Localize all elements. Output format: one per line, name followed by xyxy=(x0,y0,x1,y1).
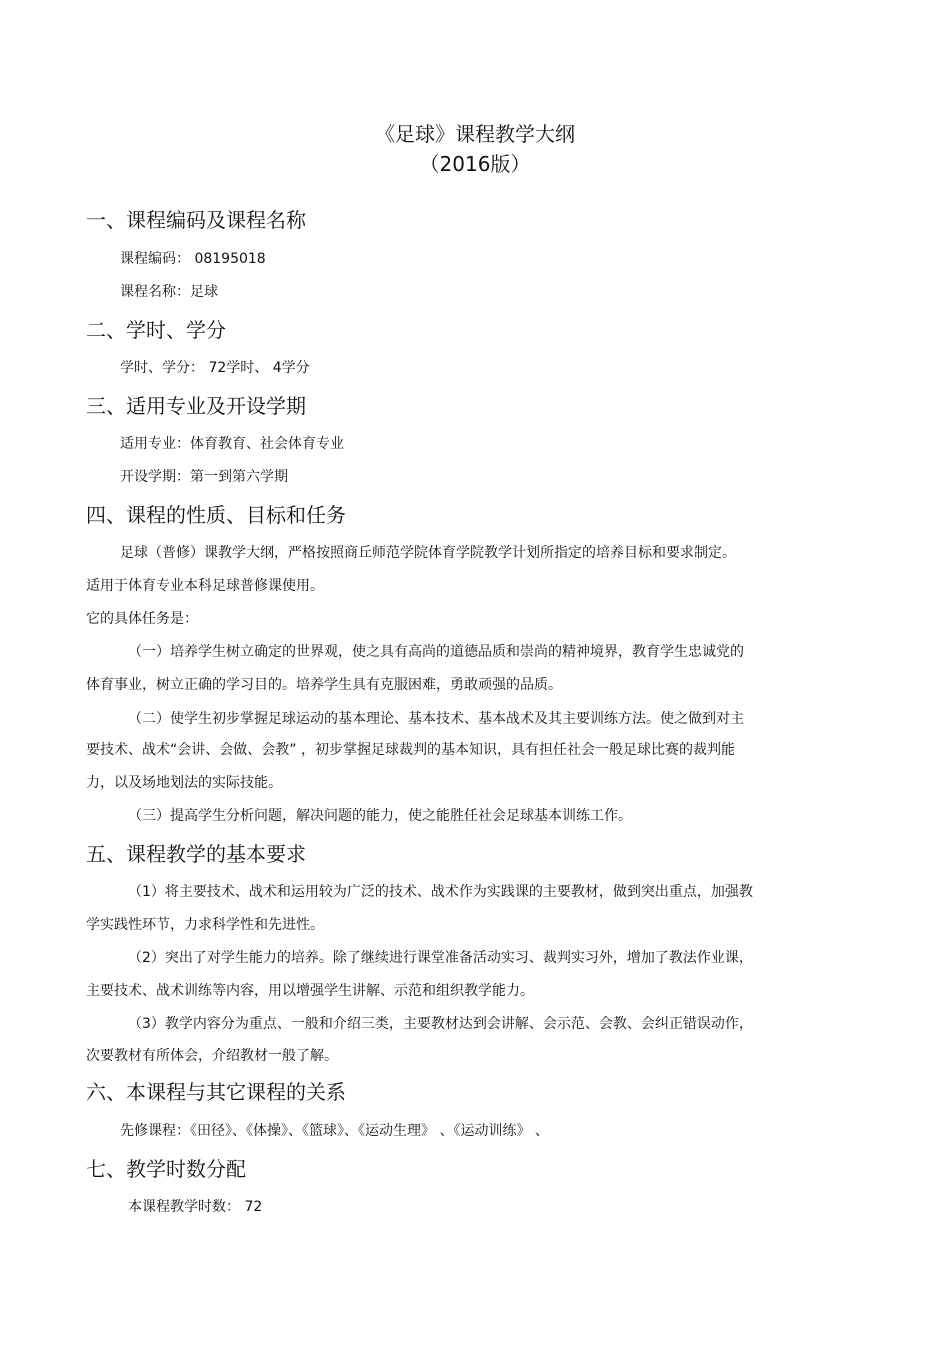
paragraph-line: （2）突出了对学生能力的培养。除了继续进行课堂准备活动实习、裁判实习外，增加了教法作业课， xyxy=(128,950,753,966)
prerequisites: 先修课程：《田径》、《体操》、《篮球》、《运动生理》 、《运动训练》 、 xyxy=(120,1123,549,1139)
section-heading: 七、教学时数分配 xyxy=(86,1157,246,1181)
paragraph-line: 足球（普修）课教学大纲，严格按照商丘师范学院体育学院教学计划所指定的培养目标和要求制定。 xyxy=(120,545,736,561)
paragraph-line: （二）使学生初步掌握足球运动的基本理论、基本技术、基本战术及其主要训练方法。使之做到对主 xyxy=(128,711,744,727)
hours-credits: 学时、学分： 72学时、 4学分 xyxy=(120,360,310,376)
section-heading: 六、本课程与其它课程的关系 xyxy=(86,1080,346,1104)
paragraph-line: （1）将主要技术、战术和运用较为广泛的技术、战术作为实践课的主要教材，做到突出重点，加强教 xyxy=(128,884,753,900)
paragraph-line: 力，以及场地划法的实际技能。 xyxy=(86,775,282,791)
paragraph-line: 要技术、战术“会讲、会做、会教” ，初步掌握足球裁判的基本知识，具有担任社会一般足球比赛的裁判能 xyxy=(86,742,735,758)
paragraph-line: （一）培养学生树立确定的世界观，使之具有高尚的道德品质和崇尚的精神境界，教育学生忠诚党的 xyxy=(128,644,744,660)
course-name: 课程名称：足球 xyxy=(120,284,218,300)
paragraph-line: 主要技术、战术训练等内容，用以增强学生讲解、示范和组织教学能力。 xyxy=(86,983,534,999)
section-heading: 五、课程教学的基本要求 xyxy=(86,842,306,866)
semester: 开设学期：第一到第六学期 xyxy=(120,469,288,485)
document-title: 《足球》课程教学大纲 xyxy=(375,122,575,146)
applicable-majors: 适用专业：体育教育、社会体育专业 xyxy=(120,436,344,452)
paragraph-line: 适用于体育专业本科足球普修课使用。 xyxy=(86,578,324,594)
course-code: 课程编码： 08195018 xyxy=(120,251,266,267)
paragraph-line: （3）教学内容分为重点、一般和介绍三类，主要教材达到会讲解、会示范、会教、会纠正错误动作， xyxy=(128,1016,753,1032)
paragraph-line: 学实践性环节，力求科学性和先进性。 xyxy=(86,917,324,933)
section-heading: 二、学时、学分 xyxy=(86,318,226,342)
paragraph-line: （三）提高学生分析问题，解决问题的能力，使之能胜任社会足球基本训练工作。 xyxy=(128,808,632,824)
section-heading: 一、课程编码及课程名称 xyxy=(86,208,306,232)
paragraph-line: 次要教材有所体会，介绍教材一般了解。 xyxy=(86,1048,338,1064)
document-subtitle: （2016版） xyxy=(419,152,531,176)
teaching-hours: 本课程教学时数： 72 xyxy=(128,1199,263,1215)
paragraph-line: 它的具体任务是： xyxy=(86,611,198,627)
section-heading: 三、适用专业及开设学期 xyxy=(86,394,306,418)
paragraph-line: 体育事业，树立正确的学习目的。培养学生具有克服困难，勇敢顽强的品质。 xyxy=(86,677,562,693)
section-heading: 四、课程的性质、目标和任务 xyxy=(86,503,346,527)
